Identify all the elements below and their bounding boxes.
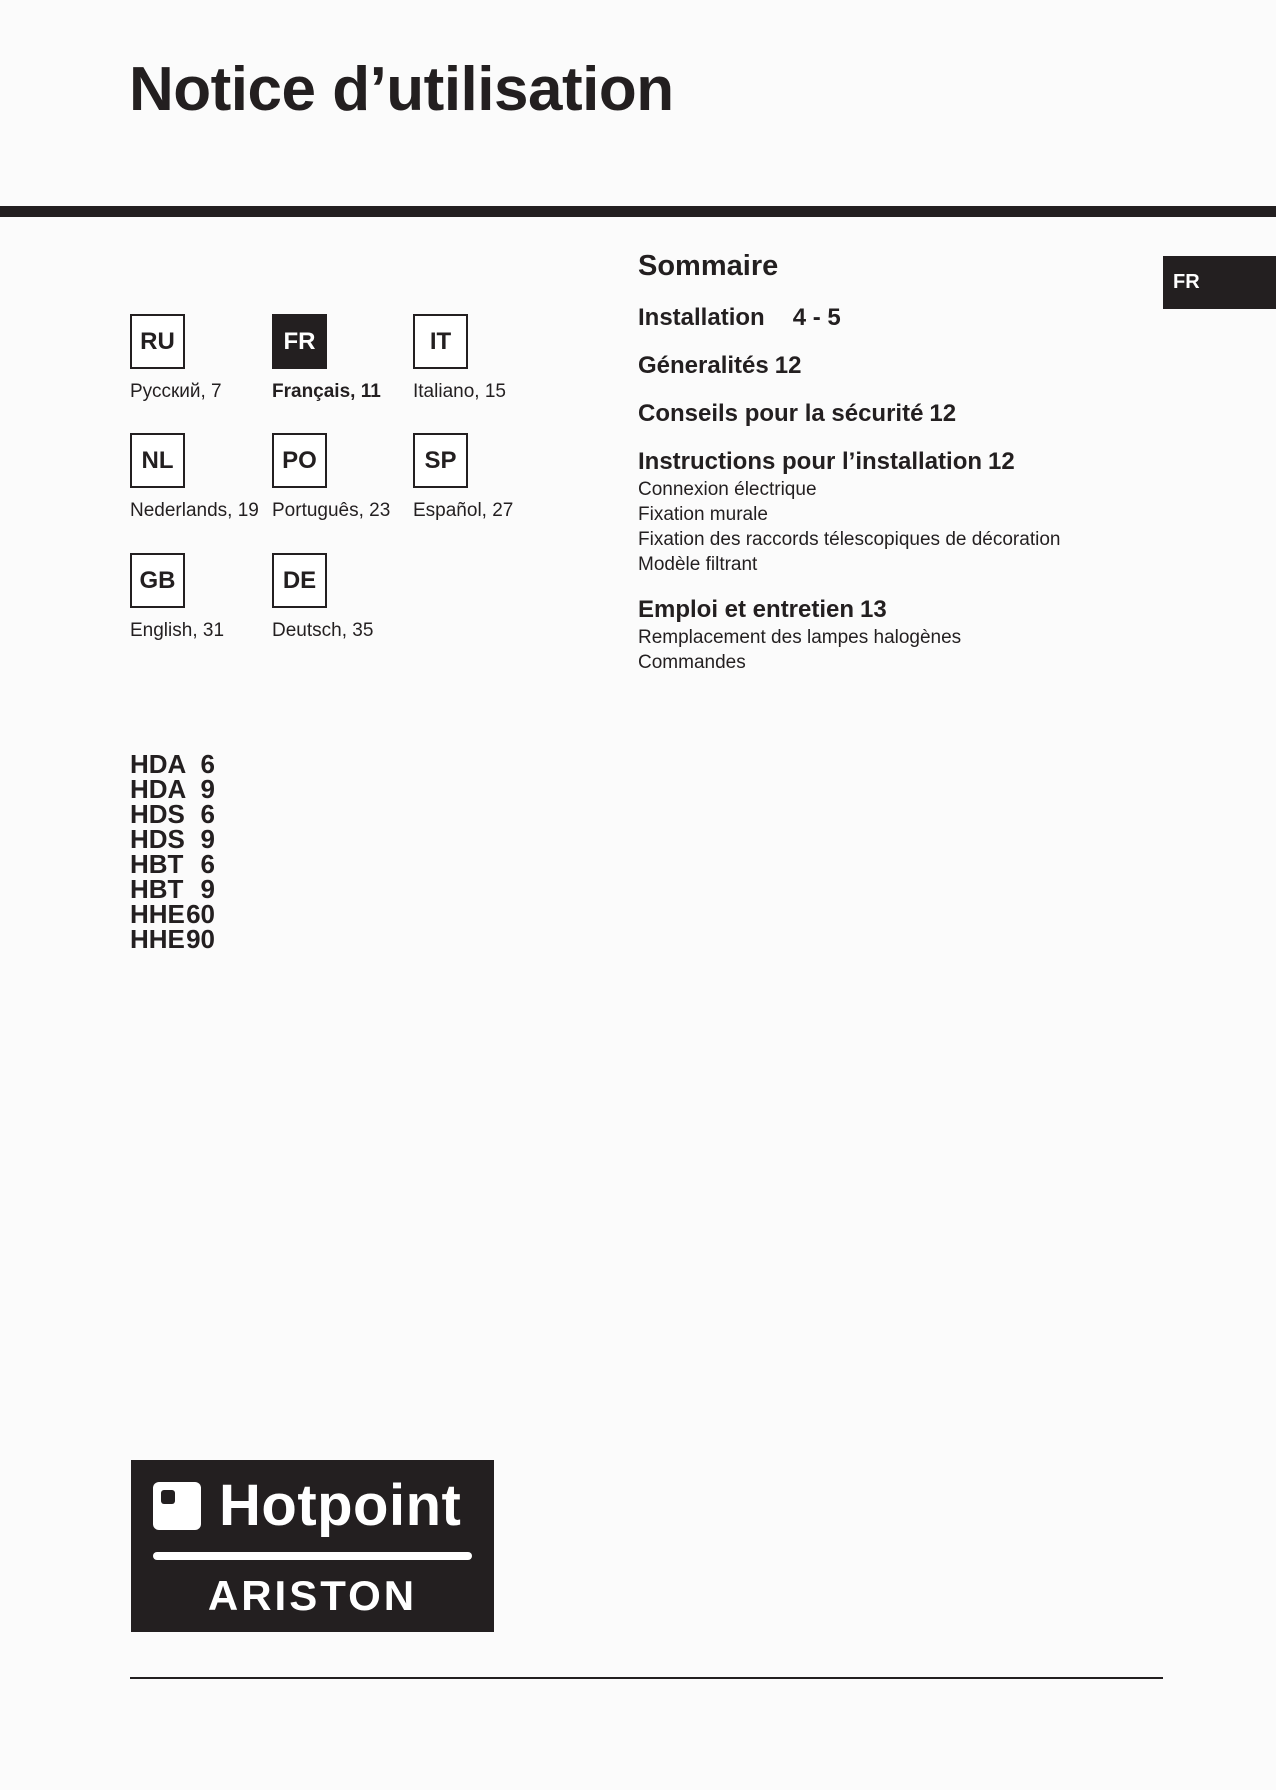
language-code-box: FR: [272, 314, 327, 369]
language-code-box: SP: [413, 433, 468, 488]
model-number: 6: [200, 849, 215, 879]
model-name: HDS: [130, 799, 185, 829]
toc-subitem[interactable]: Fixation murale: [638, 504, 768, 525]
language-caption: Português, 23: [272, 500, 391, 521]
toc-page-number: 12: [988, 448, 1015, 475]
toc-section-installation[interactable]: [638, 303, 1138, 333]
logo-brand-name: Hotpoint: [219, 1473, 462, 1538]
toc-subitem[interactable]: Modèle filtrant: [638, 554, 758, 575]
toc-title-text: Géneralités: [638, 352, 769, 379]
language-ru[interactable]: [130, 314, 270, 403]
language-caption: Deutsch, 35: [272, 620, 374, 641]
language-de[interactable]: [272, 553, 412, 642]
language-code-box: RU: [130, 314, 185, 369]
toc-title-text: Conseils pour la sécurité: [638, 400, 924, 427]
model-number: 9: [200, 824, 215, 854]
model-number: 90: [186, 924, 215, 954]
language-caption: English, 31: [130, 620, 225, 641]
model-number: 6: [200, 749, 215, 779]
toc-section-title: [638, 595, 1138, 625]
toc-section-instructions[interactable]: [638, 447, 1138, 577]
toc-subitem[interactable]: Fixation des raccords télescopiques de décoration: [638, 529, 1061, 550]
language-caption: Français, 11: [272, 381, 381, 402]
language-code-box: DE: [272, 553, 327, 608]
language-it[interactable]: [413, 314, 553, 403]
language-fr[interactable]: [272, 314, 412, 403]
language-sp[interactable]: [413, 433, 553, 522]
language-tab-fr: FR: [1163, 256, 1276, 309]
language-gb[interactable]: [130, 553, 270, 642]
language-caption: Nederlands, 19: [130, 500, 259, 521]
top-divider: [0, 206, 1276, 217]
toc-section-title: [638, 351, 1138, 381]
model-number: 9: [200, 774, 215, 804]
language-code-box: IT: [413, 314, 468, 369]
model-name: HDS: [130, 824, 185, 854]
model-list: [130, 749, 215, 954]
model-name: HDA: [130, 749, 187, 779]
language-caption: Русский, 7: [130, 381, 222, 402]
language-code-box: NL: [130, 433, 185, 488]
toc-title-text: Emploi et entretien: [638, 596, 855, 623]
toc-subitem[interactable]: Commandes: [638, 652, 746, 673]
toc-page-number: 12: [929, 400, 957, 427]
model-number: 6: [200, 799, 215, 829]
language-code-box: GB: [130, 553, 185, 608]
toc-section-emploi[interactable]: [638, 595, 1138, 675]
model-number: 9: [200, 874, 215, 904]
toc-title-text: Instructions pour l’installation: [638, 448, 983, 475]
toc-page-number: 12: [774, 352, 802, 379]
toc-section-conseils[interactable]: [638, 399, 1138, 429]
language-caption: Italiano, 15: [413, 381, 506, 402]
toc-section-title: [638, 303, 1138, 333]
model-name: HHE: [130, 924, 185, 954]
logo-divider: [153, 1552, 472, 1560]
table-of-contents: [638, 250, 1138, 693]
language-caption: Español, 27: [413, 500, 514, 521]
page-title: Notice d’utilisation: [129, 55, 674, 124]
language-code-box: PO: [272, 433, 327, 488]
toc-title-text: Installation: [638, 304, 765, 331]
toc-subitem[interactable]: Remplacement des lampes halogènes: [638, 627, 962, 648]
bottom-divider: [130, 1677, 1163, 1679]
toc-page-number: 4 - 5: [792, 304, 841, 331]
toc-section-title: [638, 399, 1138, 429]
hotpoint-ariston-logo: [131, 1460, 494, 1632]
model-item: [130, 924, 215, 954]
toc-subitem[interactable]: Connexion électrique: [638, 479, 817, 500]
toc-section-generalites[interactable]: [638, 351, 1138, 381]
toc-heading: Sommaire: [638, 250, 779, 282]
model-name: HBT: [130, 849, 184, 879]
logo-mark-icon: [153, 1482, 201, 1530]
toc-page-number: 13: [860, 596, 887, 623]
model-number: 60: [186, 899, 215, 929]
model-name: HBT: [130, 874, 184, 904]
toc-section-title: [638, 447, 1138, 477]
model-name: HDA: [130, 774, 187, 804]
language-po[interactable]: [272, 433, 412, 522]
language-nl[interactable]: [130, 433, 270, 522]
model-name: HHE: [130, 899, 185, 929]
logo-sub-brand: ARISTON: [207, 1572, 418, 1619]
